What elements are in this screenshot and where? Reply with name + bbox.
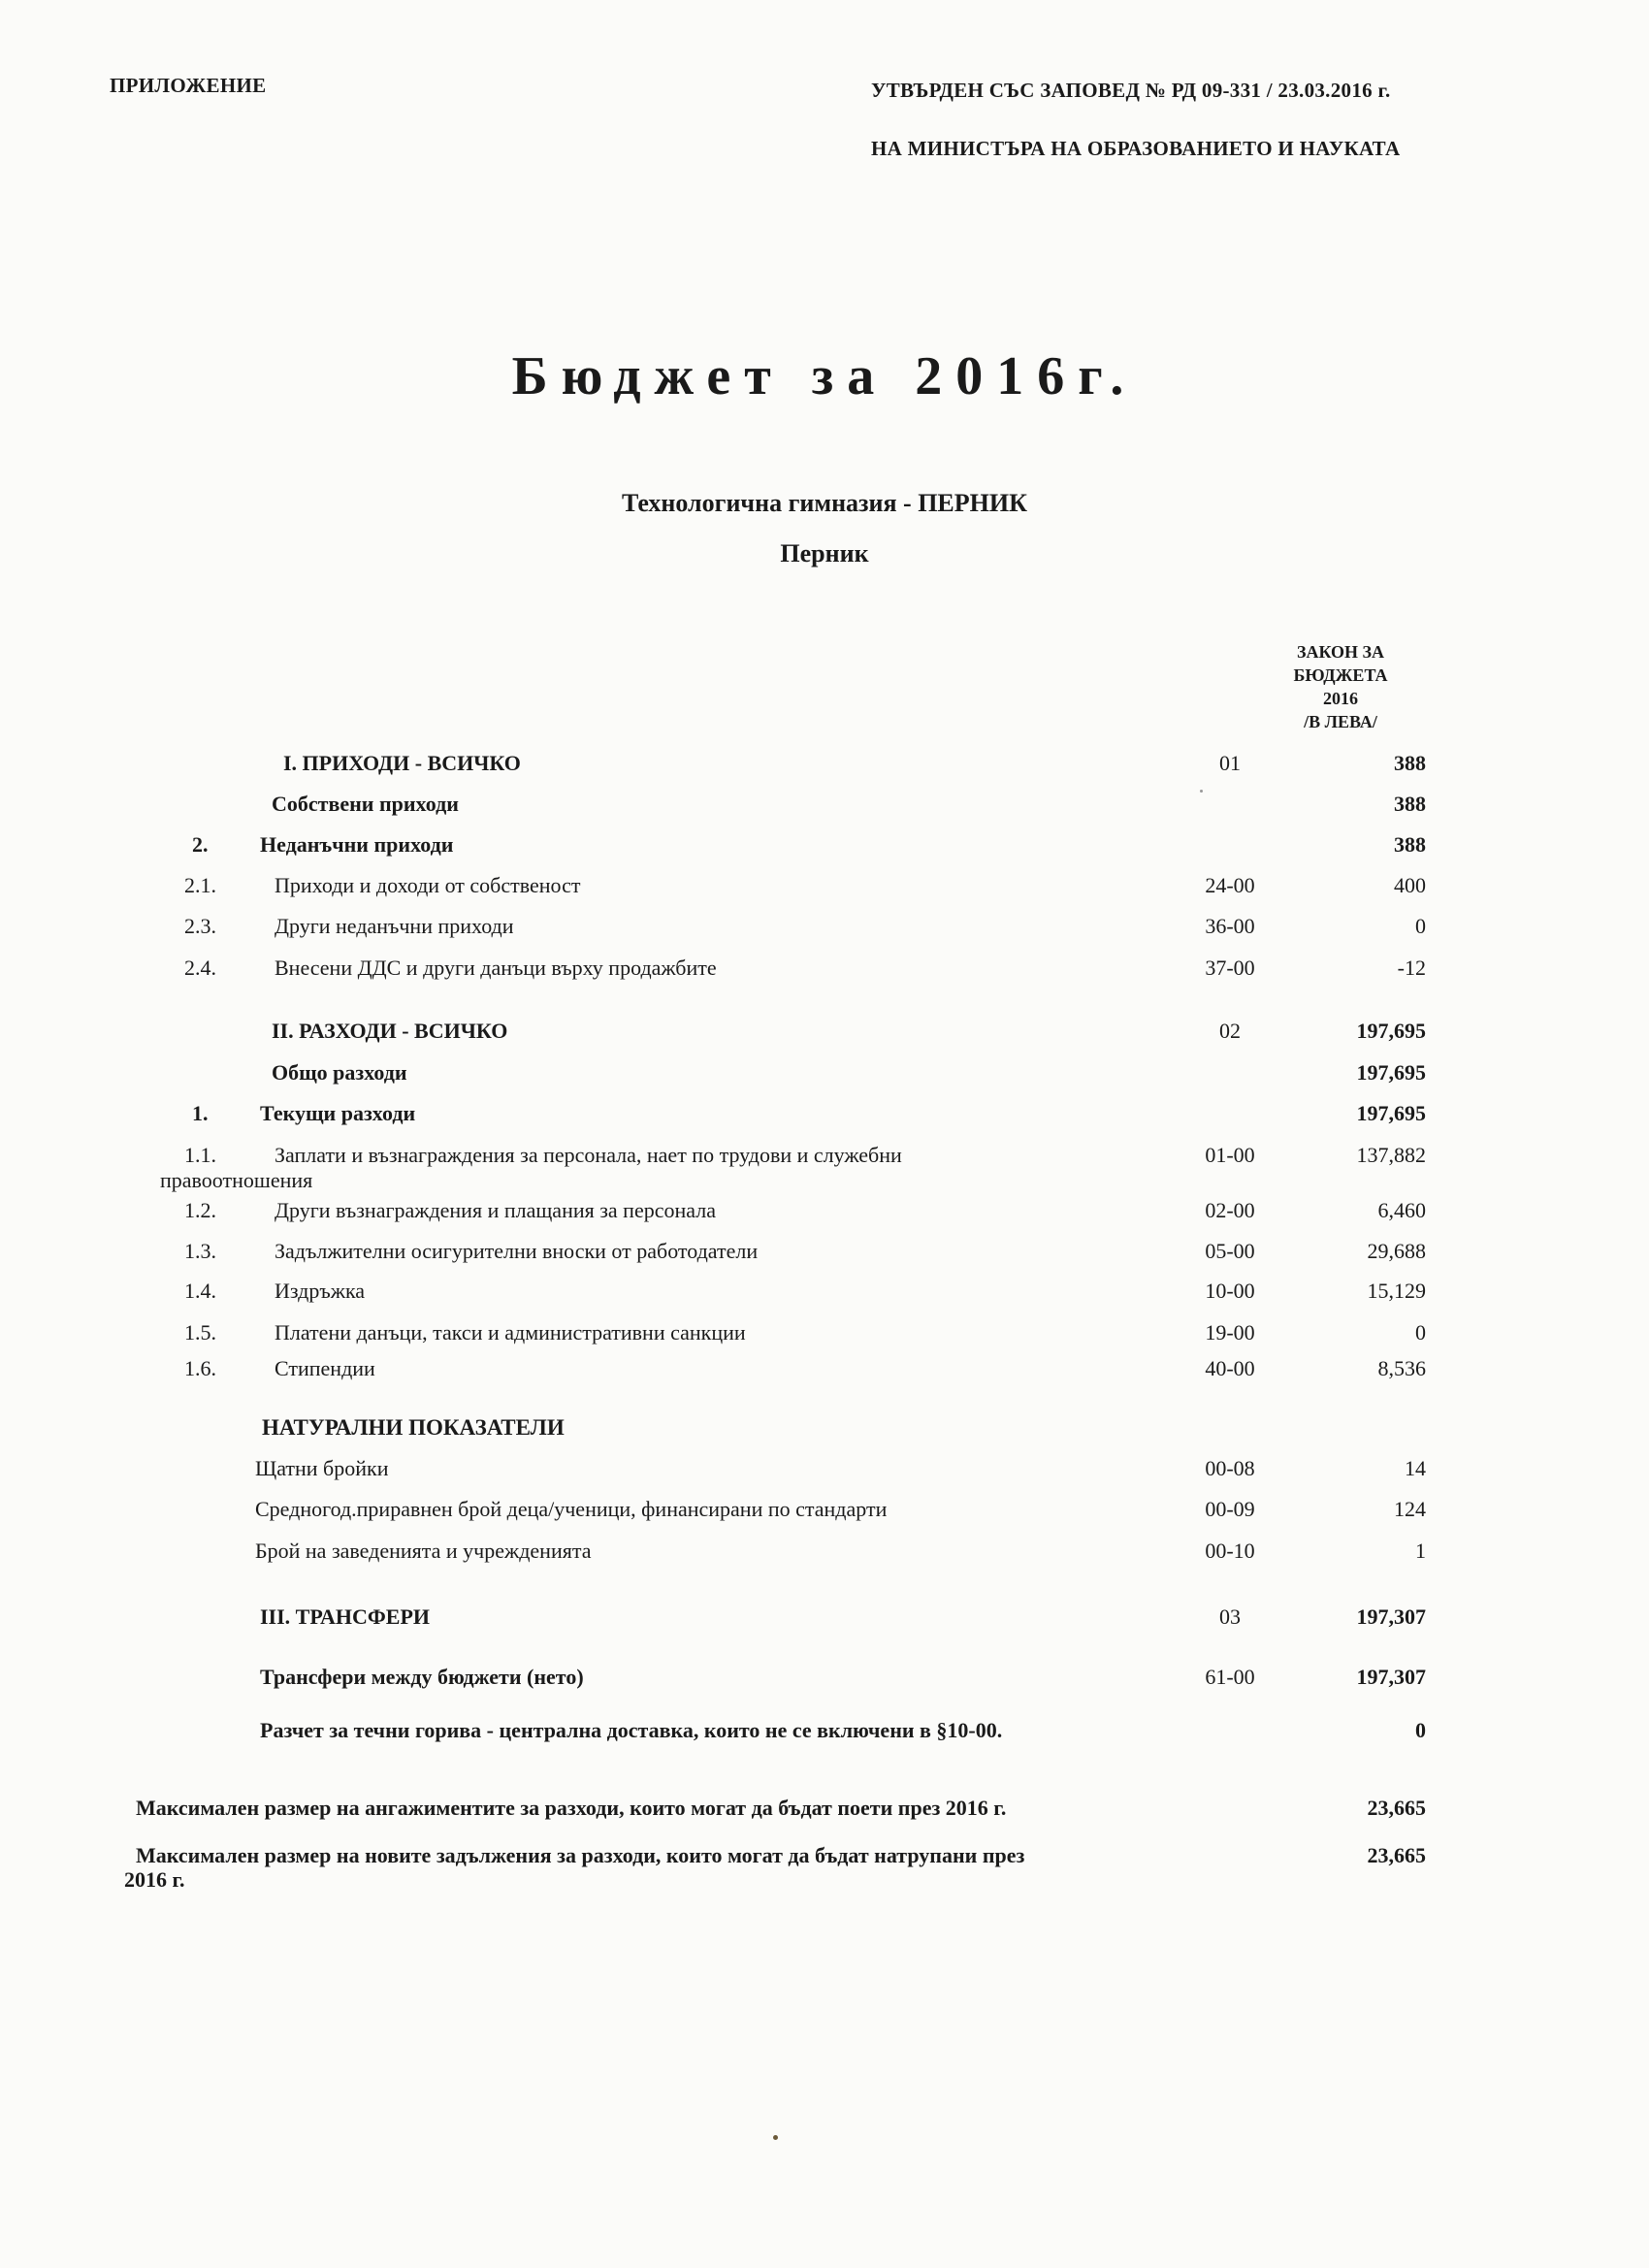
approval-order-line: УТВЪРДЕН СЪС ЗАПОВЕД № РД 09-331 / 23.03.2016 г. xyxy=(871,79,1391,102)
row-num: 2.4. xyxy=(184,956,216,980)
column-header xyxy=(1253,640,1428,733)
nontax-income-amount: 388 xyxy=(1394,832,1426,857)
row-num: 1.5. xyxy=(184,1320,216,1345)
row-num: 2.3. xyxy=(184,914,216,938)
row-num: 2.1. xyxy=(184,873,216,897)
row-code: 00-09 xyxy=(1205,1497,1255,1521)
row-code: 01-00 xyxy=(1205,1143,1255,1167)
liabilities-label: Максимален размер на новите задължения за разходи, които могат да бъдат натрупани през xyxy=(136,1843,1025,1867)
appendix-label: ПРИЛОЖЕНИЕ xyxy=(110,74,267,97)
column-header-line2: БЮДЖЕТА xyxy=(1293,665,1388,685)
row-label: Платени данъци, такси и административни санкции xyxy=(275,1320,746,1345)
transfers-between-amount: 197,307 xyxy=(1356,1665,1426,1689)
row-num: 1.4. xyxy=(184,1279,216,1303)
row-amount: 0 xyxy=(1415,914,1426,938)
row-label-continuation: правоотношения xyxy=(160,1168,313,1192)
row-code: 00-10 xyxy=(1205,1539,1255,1563)
row-code: 37-00 xyxy=(1205,956,1255,980)
expenses-code: 02 xyxy=(1219,1019,1241,1043)
row-label: Приходи и доходи от собственост xyxy=(275,873,581,897)
city-name: Перник xyxy=(780,539,869,567)
column-header-line1: ЗАКОН ЗА xyxy=(1296,642,1385,662)
income-code: 01 xyxy=(1219,751,1241,775)
page-title: Бюджет за 2016г. xyxy=(511,346,1138,406)
row-label: Задължителни осигурителни вноски от работодатели xyxy=(275,1239,759,1263)
column-header-line3: 2016 xyxy=(1323,689,1358,708)
row-amount: 29,688 xyxy=(1367,1239,1426,1263)
row-code: 36-00 xyxy=(1205,914,1255,938)
approval-ministry-line: НА МИНИСТЪРА НА ОБРАЗОВАНИЕТО И НАУКАТА xyxy=(871,137,1401,160)
scan-speck xyxy=(773,2135,778,2140)
row-label: Внесени ДДС и други данъци върху продажбите xyxy=(275,956,717,980)
total-expenses-label: Общо разходи xyxy=(272,1060,407,1085)
row-amount: 6,460 xyxy=(1377,1198,1426,1222)
liabilities-amount: 23,665 xyxy=(1367,1843,1426,1867)
natural-indicators-title: НАТУРАЛНИ ПОКАЗАТЕЛИ xyxy=(262,1415,565,1440)
row-label: Издръжка xyxy=(275,1279,366,1303)
row-label: Други възнаграждения и плащания за персонала xyxy=(275,1198,716,1222)
row-code: 02-00 xyxy=(1205,1198,1255,1222)
expenses-amount: 197,695 xyxy=(1356,1019,1426,1043)
nontax-income-label: Неданъчни приходи xyxy=(260,832,454,857)
row-amount: 1 xyxy=(1415,1539,1426,1563)
institution-name: Технологична гимназия - ПЕРНИК xyxy=(622,489,1027,517)
row-code: 40-00 xyxy=(1205,1356,1255,1380)
row-code: 10-00 xyxy=(1205,1279,1255,1303)
row-code: 24-00 xyxy=(1205,873,1255,897)
row-label: Заплати и възнаграждения за персонала, нает по трудови и служебни xyxy=(275,1143,902,1167)
expenses-title: II. РАЗХОДИ - ВСИЧКО xyxy=(272,1019,508,1043)
row-amount: 137,882 xyxy=(1356,1143,1426,1167)
income-title: I. ПРИХОДИ - ВСИЧКО xyxy=(283,751,521,775)
row-num: 1.2. xyxy=(184,1198,216,1222)
row-code: 05-00 xyxy=(1205,1239,1255,1263)
scan-speck xyxy=(1200,790,1203,793)
nontax-income-num: 2. xyxy=(192,832,209,857)
commitments-amount: 23,665 xyxy=(1367,1796,1426,1820)
row-amount: 14 xyxy=(1405,1456,1426,1480)
row-label: Стипендии xyxy=(275,1356,375,1380)
transfers-code: 03 xyxy=(1219,1604,1241,1629)
row-amount: -12 xyxy=(1397,956,1426,980)
row-label: Други неданъчни приходи xyxy=(275,914,514,938)
row-amount: 8,536 xyxy=(1377,1356,1426,1380)
liabilities-label-continuation: 2016 г. xyxy=(124,1867,185,1892)
row-num: 1.1. xyxy=(184,1143,216,1167)
row-amount: 15,129 xyxy=(1367,1279,1426,1303)
transfers-between-code: 61-00 xyxy=(1205,1665,1255,1689)
row-amount: 0 xyxy=(1415,1320,1426,1345)
commitments-label: Максимален размер на ангажиментите за разходи, които могат да бъдат поети през 2016 г. xyxy=(136,1796,1007,1820)
transfers-between-label: Трансфери между бюджети (нето) xyxy=(260,1665,584,1689)
row-label: Щатни бройки xyxy=(255,1456,389,1480)
transfers-title: III. ТРАНСФЕРИ xyxy=(260,1604,430,1629)
current-expenses-amount: 197,695 xyxy=(1356,1101,1426,1125)
own-income-amount: 388 xyxy=(1394,792,1426,816)
fuel-label: Разчет за течни горива - централна доставка, които не се включени в §10-00. xyxy=(260,1718,1003,1742)
row-label: Брой на заведенията и учрежденията xyxy=(255,1539,592,1563)
column-header-line4: /В ЛЕВА/ xyxy=(1304,712,1377,731)
transfers-amount: 197,307 xyxy=(1356,1604,1426,1629)
own-income-label: Собствени приходи xyxy=(272,792,459,816)
current-expenses-label: Текущи разходи xyxy=(260,1101,416,1125)
row-code: 19-00 xyxy=(1205,1320,1255,1345)
row-code: 00-08 xyxy=(1205,1456,1255,1480)
row-label: Средногод.приравнен брой деца/ученици, финансирани по стандарти xyxy=(255,1497,888,1521)
income-amount: 388 xyxy=(1394,751,1426,775)
total-expenses-amount: 197,695 xyxy=(1356,1060,1426,1085)
fuel-amount: 0 xyxy=(1415,1718,1426,1742)
row-num: 1.3. xyxy=(184,1239,216,1263)
row-num: 1.6. xyxy=(184,1356,216,1380)
row-amount: 400 xyxy=(1394,873,1426,897)
row-amount: 124 xyxy=(1394,1497,1426,1521)
current-expenses-num: 1. xyxy=(192,1101,209,1125)
